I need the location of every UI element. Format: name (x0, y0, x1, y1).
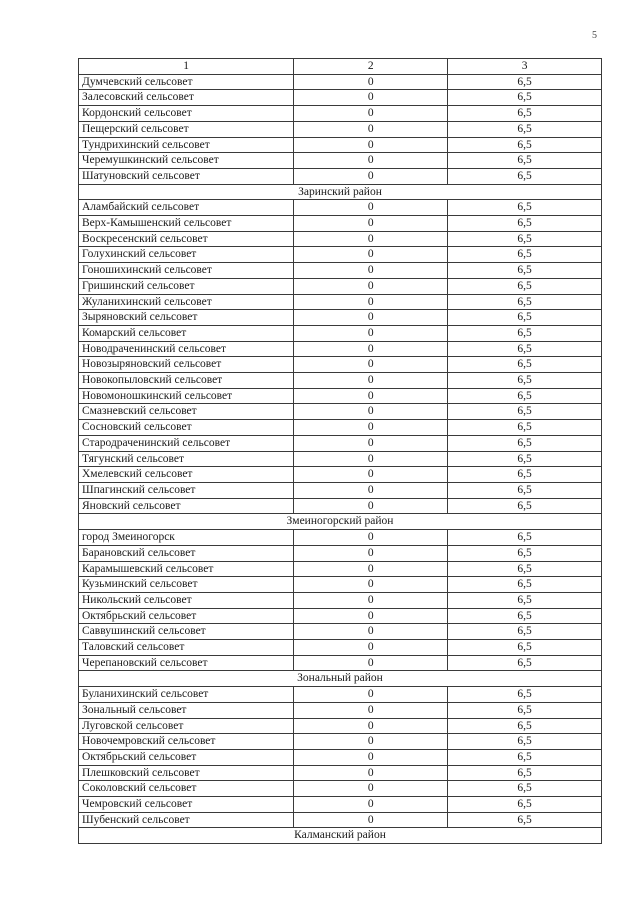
settlement-name-cell: Новочемровский сельсовет (79, 734, 294, 750)
column-2-value-cell: 0 (294, 294, 448, 310)
column-2-value-cell: 0 (294, 200, 448, 216)
district-name: Заринский район (79, 184, 602, 200)
settlement-name-cell: Таловский сельсовет (79, 640, 294, 656)
column-3-value-cell: 6,5 (448, 577, 602, 593)
table-row (79, 90, 602, 106)
column-2-value-cell: 0 (294, 702, 448, 718)
column-3-value-cell: 6,5 (448, 702, 602, 718)
column-2-value-cell: 0 (294, 781, 448, 797)
settlement-name-cell: Барановский сельсовет (79, 545, 294, 561)
settlement-name-cell: Новозыряновский сельсовет (79, 357, 294, 373)
column-3-value-cell: 6,5 (448, 545, 602, 561)
column-2-value-cell: 0 (294, 718, 448, 734)
district-name: Зональный район (79, 671, 602, 687)
table-row (79, 530, 602, 546)
column-2-value-cell: 0 (294, 278, 448, 294)
column-3-value-cell: 6,5 (448, 121, 602, 137)
table-row (79, 451, 602, 467)
table-row (79, 153, 602, 169)
column-3-value-cell: 6,5 (448, 624, 602, 640)
column-3-value-cell: 6,5 (448, 294, 602, 310)
settlement-name-cell: Буланихинский сельсовет (79, 687, 294, 703)
table-row (79, 608, 602, 624)
settlement-name-cell: Кузьминский сельсовет (79, 577, 294, 593)
column-3-value-cell: 6,5 (448, 467, 602, 483)
column-3-value-cell: 6,5 (448, 388, 602, 404)
column-2-value-cell: 0 (294, 90, 448, 106)
settlement-name-cell: Новодраченинский сельсовет (79, 341, 294, 357)
table-row (79, 310, 602, 326)
column-3-value-cell: 6,5 (448, 781, 602, 797)
column-2-value-cell: 0 (294, 797, 448, 813)
table-row (79, 278, 602, 294)
table-row (79, 655, 602, 671)
column-3-value-cell: 6,5 (448, 263, 602, 279)
column-2-value-cell: 0 (294, 624, 448, 640)
column-2-value-cell: 0 (294, 482, 448, 498)
table-row (79, 765, 602, 781)
column-2-value-cell: 0 (294, 545, 448, 561)
settlement-name-cell: Сосновский сельсовет (79, 420, 294, 436)
column-3-value-cell: 6,5 (448, 561, 602, 577)
district-section-row (79, 514, 602, 530)
district-section-row (79, 828, 602, 844)
column-2-value-cell: 0 (294, 498, 448, 514)
settlement-name-cell: Смазневский сельсовет (79, 404, 294, 420)
table-row (79, 373, 602, 389)
table-row (79, 247, 602, 263)
table-row (79, 687, 602, 703)
column-2-value-cell: 0 (294, 388, 448, 404)
column-3-value-cell: 6,5 (448, 435, 602, 451)
column-2-value-cell: 0 (294, 231, 448, 247)
table-row (79, 749, 602, 765)
settlement-name-cell: Черепановский сельсовет (79, 655, 294, 671)
settlement-name-cell: Аламбайский сельсовет (79, 200, 294, 216)
settlement-name-cell: Верх-Камышенский сельсовет (79, 216, 294, 232)
settlement-name-cell: Пещерский сельсовет (79, 121, 294, 137)
column-2-value-cell: 0 (294, 435, 448, 451)
column-3-value-cell: 6,5 (448, 592, 602, 608)
column-2-value-cell: 0 (294, 263, 448, 279)
column-2-value-cell: 0 (294, 467, 448, 483)
column-3-value-cell: 6,5 (448, 420, 602, 436)
settlement-name-cell: Голухинский сельсовет (79, 247, 294, 263)
column-header-1: 1 (79, 59, 294, 75)
column-2-value-cell: 0 (294, 137, 448, 153)
settlement-name-cell: Гришинский сельсовет (79, 278, 294, 294)
settlement-name-cell: Саввушинский сельсовет (79, 624, 294, 640)
district-section-row (79, 671, 602, 687)
settlement-name-cell: Жуланихинский сельсовет (79, 294, 294, 310)
settlement-name-cell: Зыряновский сельсовет (79, 310, 294, 326)
district-name: Калманский район (79, 828, 602, 844)
column-3-value-cell: 6,5 (448, 325, 602, 341)
table-body (79, 59, 602, 844)
settlement-name-cell: Зональный сельсовет (79, 702, 294, 718)
table-row (79, 797, 602, 813)
column-3-value-cell: 6,5 (448, 357, 602, 373)
column-2-value-cell: 0 (294, 655, 448, 671)
column-2-value-cell: 0 (294, 577, 448, 593)
settlement-name-cell: Воскресенский сельсовет (79, 231, 294, 247)
column-2-value-cell: 0 (294, 561, 448, 577)
district-section-row (79, 184, 602, 200)
table-row (79, 467, 602, 483)
settlement-name-cell: Шпагинский сельсовет (79, 482, 294, 498)
column-2-value-cell: 0 (294, 530, 448, 546)
column-2-value-cell: 0 (294, 592, 448, 608)
table-row (79, 263, 602, 279)
column-2-value-cell: 0 (294, 373, 448, 389)
column-2-value-cell: 0 (294, 247, 448, 263)
column-3-value-cell: 6,5 (448, 797, 602, 813)
column-2-value-cell: 0 (294, 121, 448, 137)
table-row (79, 577, 602, 593)
column-3-value-cell: 6,5 (448, 765, 602, 781)
table-row (79, 325, 602, 341)
table-row (79, 74, 602, 90)
column-2-value-cell: 0 (294, 608, 448, 624)
settlement-name-cell: Черемушкинский сельсовет (79, 153, 294, 169)
column-2-value-cell: 0 (294, 153, 448, 169)
column-3-value-cell: 6,5 (448, 718, 602, 734)
table-row (79, 200, 602, 216)
settlement-name-cell: Никольский сельсовет (79, 592, 294, 608)
column-2-value-cell: 0 (294, 734, 448, 750)
column-2-value-cell: 0 (294, 765, 448, 781)
settlement-name-cell: город Змеиногорск (79, 530, 294, 546)
table-row (79, 420, 602, 436)
settlement-name-cell: Залесовский сельсовет (79, 90, 294, 106)
column-2-value-cell: 0 (294, 168, 448, 184)
table-row (79, 812, 602, 828)
column-3-value-cell: 6,5 (448, 530, 602, 546)
table-row (79, 231, 602, 247)
settlement-name-cell: Новокопыловский сельсовет (79, 373, 294, 389)
column-3-value-cell: 6,5 (448, 231, 602, 247)
page-number: 5 (592, 30, 597, 41)
column-2-value-cell: 0 (294, 357, 448, 373)
table-row (79, 561, 602, 577)
column-header-3: 3 (448, 59, 602, 75)
table-row (79, 106, 602, 122)
settlement-name-cell: Октябрьский сельсовет (79, 749, 294, 765)
column-2-value-cell: 0 (294, 216, 448, 232)
column-3-value-cell: 6,5 (448, 812, 602, 828)
table-row (79, 357, 602, 373)
column-3-value-cell: 6,5 (448, 687, 602, 703)
settlement-name-cell: Соколовский сельсовет (79, 781, 294, 797)
column-2-value-cell: 0 (294, 341, 448, 357)
column-3-value-cell: 6,5 (448, 247, 602, 263)
column-3-value-cell: 6,5 (448, 451, 602, 467)
table-row (79, 388, 602, 404)
settlement-name-cell: Шубенский сельсовет (79, 812, 294, 828)
column-3-value-cell: 6,5 (448, 106, 602, 122)
settlement-name-cell: Гоношихинский сельсовет (79, 263, 294, 279)
settlement-name-cell: Луговской сельсовет (79, 718, 294, 734)
column-3-value-cell: 6,5 (448, 482, 602, 498)
settlement-name-cell: Шатуновский сельсовет (79, 168, 294, 184)
column-3-value-cell: 6,5 (448, 216, 602, 232)
column-3-value-cell: 6,5 (448, 608, 602, 624)
table-row (79, 435, 602, 451)
settlement-name-cell: Яновский сельсовет (79, 498, 294, 514)
column-2-value-cell: 0 (294, 420, 448, 436)
column-3-value-cell: 6,5 (448, 168, 602, 184)
column-2-value-cell: 0 (294, 451, 448, 467)
table-header-row (79, 59, 602, 75)
column-3-value-cell: 6,5 (448, 373, 602, 389)
settlement-name-cell: Карамышевский сельсовет (79, 561, 294, 577)
column-3-value-cell: 6,5 (448, 655, 602, 671)
table-row (79, 294, 602, 310)
settlement-name-cell: Хмелевский сельсовет (79, 467, 294, 483)
district-name: Змеиногорский район (79, 514, 602, 530)
column-3-value-cell: 6,5 (448, 310, 602, 326)
table-row (79, 216, 602, 232)
settlement-name-cell: Плешковский сельсовет (79, 765, 294, 781)
settlement-name-cell: Октябрьский сельсовет (79, 608, 294, 624)
column-3-value-cell: 6,5 (448, 137, 602, 153)
column-3-value-cell: 6,5 (448, 153, 602, 169)
settlement-name-cell: Тягунский сельсовет (79, 451, 294, 467)
table-row (79, 498, 602, 514)
column-2-value-cell: 0 (294, 106, 448, 122)
column-3-value-cell: 6,5 (448, 74, 602, 90)
column-2-value-cell: 0 (294, 74, 448, 90)
table-row (79, 702, 602, 718)
table-row (79, 592, 602, 608)
column-3-value-cell: 6,5 (448, 404, 602, 420)
settlement-name-cell: Комарский сельсовет (79, 325, 294, 341)
table-row (79, 734, 602, 750)
table-row (79, 718, 602, 734)
settlement-name-cell: Думчевский сельсовет (79, 74, 294, 90)
table-row (79, 137, 602, 153)
column-2-value-cell: 0 (294, 812, 448, 828)
settlement-name-cell: Кордонский сельсовет (79, 106, 294, 122)
column-2-value-cell: 0 (294, 640, 448, 656)
column-3-value-cell: 6,5 (448, 734, 602, 750)
column-3-value-cell: 6,5 (448, 90, 602, 106)
table-row (79, 168, 602, 184)
table-row (79, 640, 602, 656)
settlement-name-cell: Чемровский сельсовет (79, 797, 294, 813)
table-row (79, 624, 602, 640)
column-2-value-cell: 0 (294, 404, 448, 420)
column-3-value-cell: 6,5 (448, 640, 602, 656)
allocation-table (78, 58, 602, 844)
column-2-value-cell: 0 (294, 749, 448, 765)
column-3-value-cell: 6,5 (448, 749, 602, 765)
table-row (79, 341, 602, 357)
column-2-value-cell: 0 (294, 687, 448, 703)
settlement-name-cell: Тундрихинский сельсовет (79, 137, 294, 153)
column-3-value-cell: 6,5 (448, 498, 602, 514)
table-row (79, 482, 602, 498)
column-3-value-cell: 6,5 (448, 278, 602, 294)
table-row (79, 404, 602, 420)
table-row (79, 781, 602, 797)
column-2-value-cell: 0 (294, 325, 448, 341)
table-row (79, 545, 602, 561)
column-3-value-cell: 6,5 (448, 200, 602, 216)
column-3-value-cell: 6,5 (448, 341, 602, 357)
column-2-value-cell: 0 (294, 310, 448, 326)
column-header-2: 2 (294, 59, 448, 75)
settlement-name-cell: Стародраченинский сельсовет (79, 435, 294, 451)
table-row (79, 121, 602, 137)
settlement-name-cell: Новомоношкинский сельсовет (79, 388, 294, 404)
